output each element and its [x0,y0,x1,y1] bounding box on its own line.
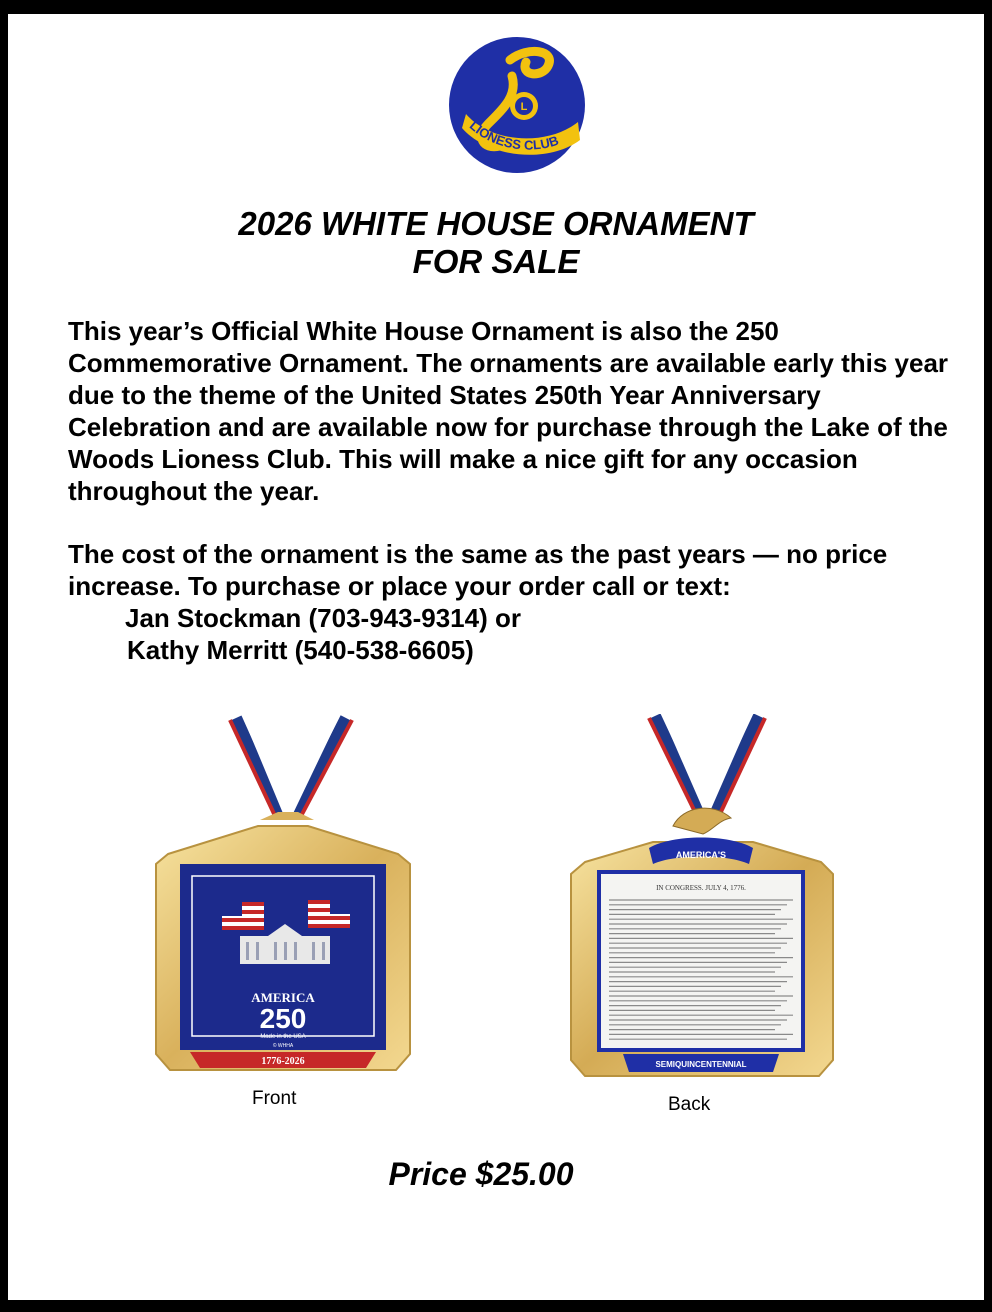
contact-kathy-merritt: Kathy Merritt (540-538-6605) [127,635,474,665]
svg-text:IN CONGRESS. JULY 4, 1776.: IN CONGRESS. JULY 4, 1776. [656,884,746,892]
front-caption: Front [252,1088,297,1109]
svg-text:© WHHA: © WHHA [272,1043,294,1049]
svg-text:LIONESS CLUB: LIONESS CLUB [466,117,561,153]
cost-paragraph: The cost of the ornament is the same as the past years — no price increase. To purchase or place your order call or text: [68,539,888,601]
svg-text:AMERICA'S: AMERICA'S [675,850,727,860]
flyer-page [8,14,984,1300]
ornament-back-image [563,714,838,1082]
svg-text:SEMIQUINCENTENNIAL: SEMIQUINCENTENNIAL [655,1060,747,1069]
svg-text:Made in the USA: Made in the USA [260,1034,306,1040]
contact-jan-stockman: Jan Stockman (703-943-9314) or [125,603,521,633]
title-line-1: 2026 WHITE HOUSE ORNAMENT [238,205,754,242]
lioness-club-logo [448,36,586,174]
price-text: Price $25.00 [388,1156,574,1192]
title-line-2: FOR SALE [412,243,580,280]
svg-text:250: 250 [259,1003,307,1034]
svg-text:1776-2026: 1776-2026 [261,1056,305,1067]
back-caption: Back [668,1094,711,1115]
ornament-front-image [148,714,418,1074]
svg-text:AMERICA: AMERICA [251,990,315,1005]
price [8,1156,984,1192]
svg-text:L: L [520,101,528,113]
description-paragraph: This year’s Official White House Ornament is also the 250 Commemorative Ornament. The ornaments are available early this year due to the theme of the United States 250th Year Anniversary Celebration and are available now for purchase through the Lake of the Woods Lioness Club. This will make a nice gift for any occasion throughout the year. [68,316,949,506]
